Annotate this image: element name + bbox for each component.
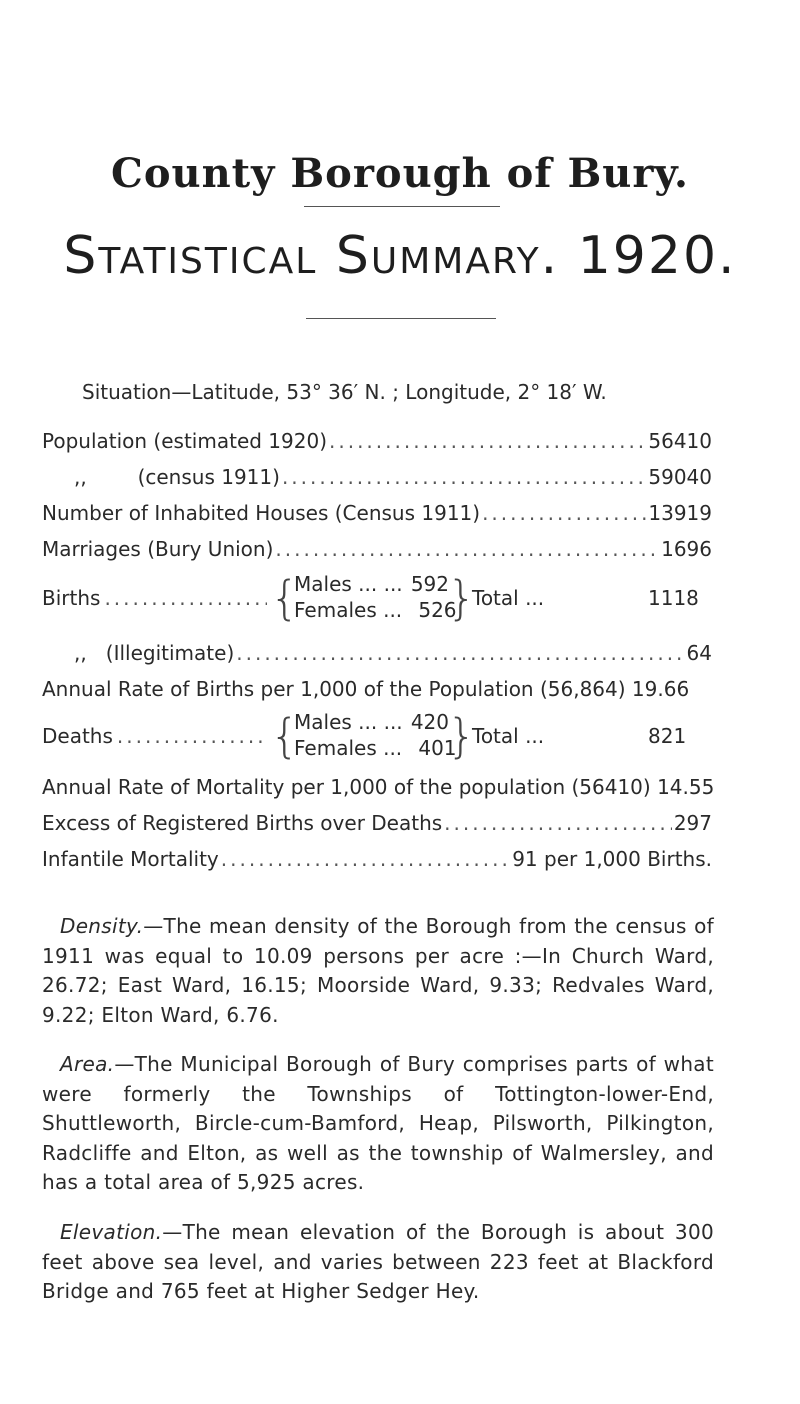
elevation-paragraph bbox=[42, 1218, 714, 1307]
brace-left: { bbox=[270, 571, 300, 625]
deaths-group bbox=[42, 708, 712, 768]
deaths-label: Deaths bbox=[42, 724, 113, 748]
brace-right: } bbox=[447, 709, 477, 763]
births-total: Total ... 1118 bbox=[472, 586, 699, 610]
brace-right: } bbox=[447, 571, 477, 625]
density-paragraph bbox=[42, 912, 714, 1030]
infantile-mortality-row: Infantile Mortality ..... 91 per 1,000 Births. bbox=[42, 846, 712, 872]
births-group bbox=[42, 570, 712, 630]
birth-rate-row: Annual Rate of Births per 1,000 of the Population (56,864) 19.66 bbox=[42, 677, 690, 701]
marriages-row: Marriages (Bury Union) ..... 1696 bbox=[42, 536, 712, 562]
deaths-females: Females ... 401 bbox=[294, 736, 457, 760]
document-heading: County Borough of Bury. bbox=[111, 150, 689, 197]
excess-births-row: Excess of Registered Births over Deaths ..... 297 bbox=[42, 810, 712, 836]
brace-left: { bbox=[270, 709, 300, 763]
elevation-text: —The mean elevation of the Borough is about 300 feet above sea level, and varies between 223 feet at Blackford Bridge and 765 feet at Higher Sedger Hey. bbox=[42, 1220, 714, 1303]
density-heading: Density. bbox=[60, 914, 144, 938]
births-females: Females ... 526 bbox=[294, 598, 457, 622]
elevation-heading: Elevation. bbox=[60, 1220, 163, 1244]
deaths-males: Males ... ... 420 bbox=[294, 710, 450, 734]
deaths-total: Total ... 821 bbox=[472, 724, 687, 748]
inhabited-houses-row: Number of Inhabited Houses (Census 1911) ..... 13919 bbox=[42, 500, 712, 526]
density-text: —The mean density of the Borough from the census of 1911 was equal to 10.09 persons per acre :—In Church Ward, 26.72; East Ward, 16.15; Moorside Ward, 9.33; Redvales Ward, 9.22; Elton Ward, 6.76. bbox=[42, 914, 714, 1027]
area-text: —The Municipal Borough of Bury comprises parts of what were formerly the Townships of Tottington-lower-End, Shuttleworth, Bircle-cum-Bamford, Heap, Pilsworth, Pilkington, Radcliffe and Elton, as well as the township of Walmersley, and has a total area of 5,925 acres. bbox=[42, 1052, 714, 1194]
mortality-rate-row: Annual Rate of Mortality per 1,000 of the population (56410) 14.55 bbox=[42, 775, 715, 799]
population-census-row: ,, (census 1911) ..... 59040 bbox=[42, 464, 712, 490]
area-heading: Area. bbox=[60, 1052, 115, 1076]
illegitimate-row: ,, (Illegitimate) ..... 64 bbox=[42, 640, 712, 666]
population-estimated-row: Population (estimated 1920) ..... 56410 bbox=[42, 428, 712, 454]
divider-rule bbox=[304, 206, 500, 207]
births-label: Births bbox=[42, 586, 101, 610]
document-title: Statistical Summary. 1920. bbox=[63, 226, 737, 286]
births-males: Males ... ... 592 bbox=[294, 572, 450, 596]
situation-line: Situation—Latitude, 53° 36′ N. ; Longitude, 2° 18′ W. bbox=[82, 380, 607, 404]
divider-rule bbox=[306, 318, 496, 319]
area-paragraph bbox=[42, 1050, 714, 1198]
